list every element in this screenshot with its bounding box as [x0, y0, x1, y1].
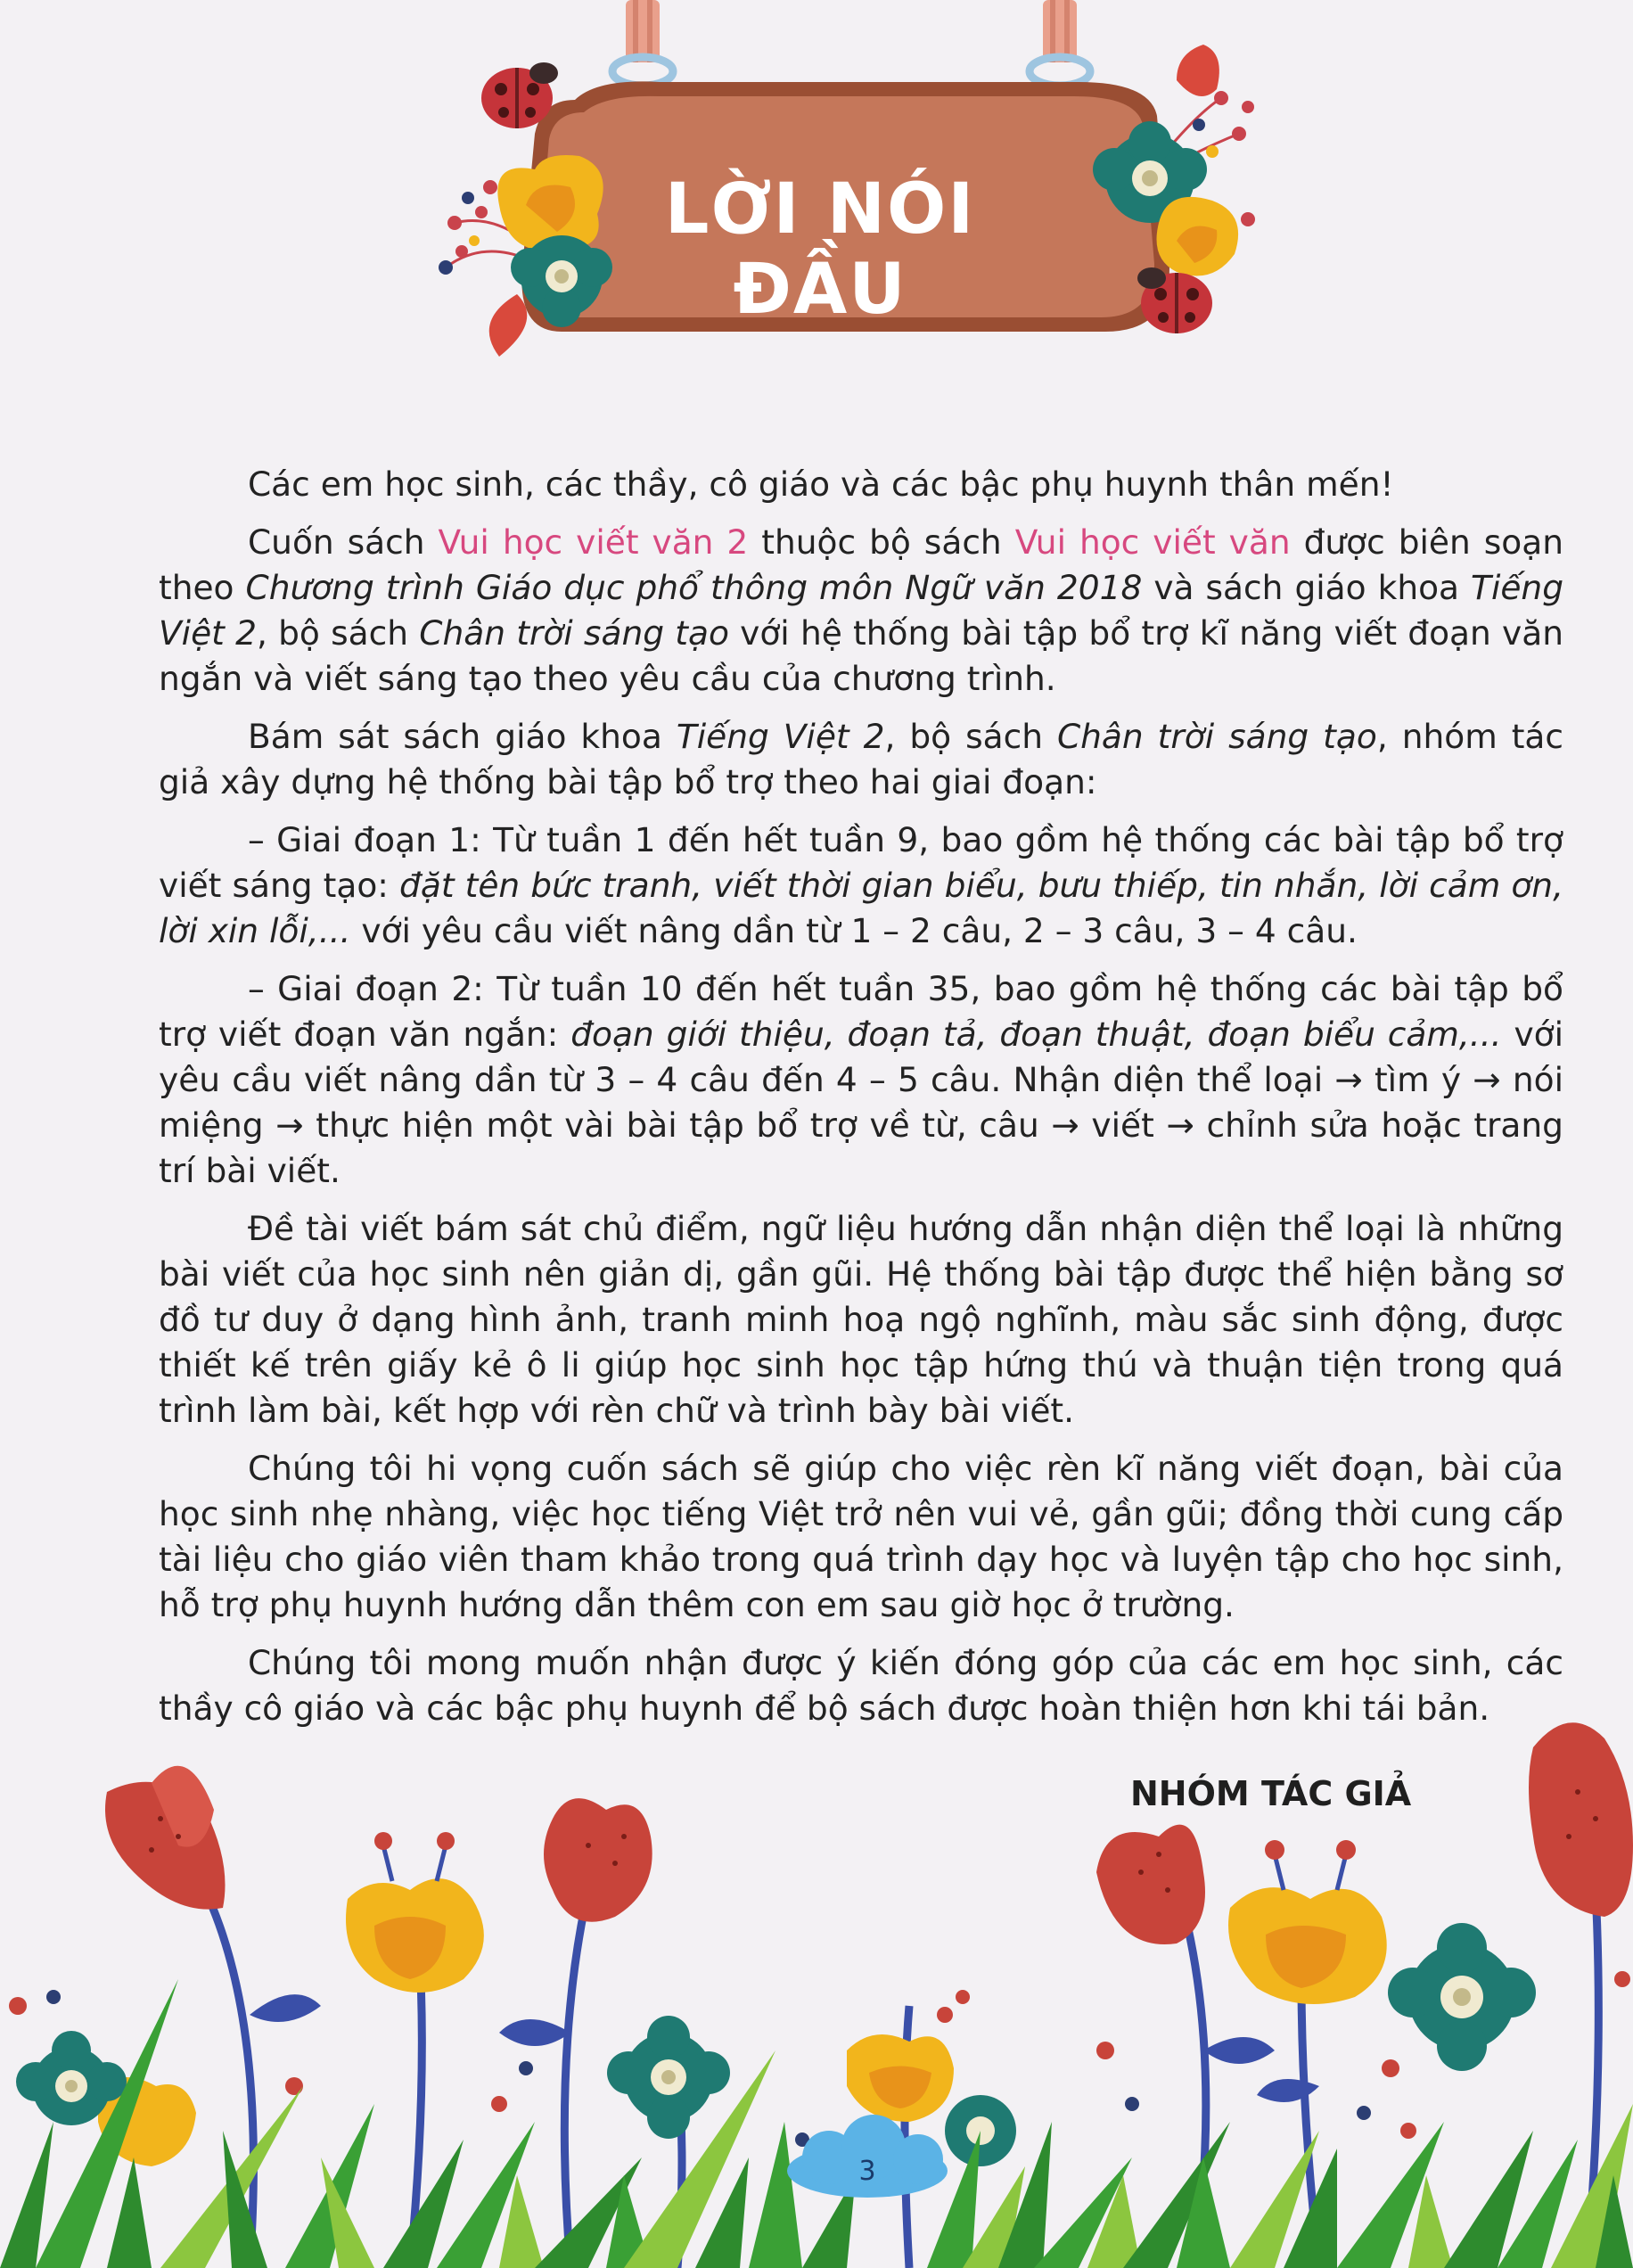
program-title-italic: Chương trình Giáo dục phổ thông môn Ngữ văn 2018 [245, 568, 1143, 607]
teal-flower-icon [1388, 1923, 1536, 2071]
text-span: , bộ sách [884, 717, 1057, 756]
author-signature: NHÓM TÁC GIẢ [1130, 1774, 1412, 1813]
text-span: với yêu cầu viết nâng dần từ 3 – 4 câu đến 4 – 5 câu. Nhận diện thể loại → tìm ý → nói miệng → thực hiện một vài bài tập bổ trợ về từ, câu → viết → chỉnh sửa hoặc trang trí bài viết. [159, 1015, 1564, 1190]
textbook-title-italic: Tiếng Việt 2 [676, 717, 885, 756]
ladybug-icon [1137, 267, 1212, 333]
yellow-flower-icon [1157, 197, 1239, 276]
tulip-icon [1096, 1825, 1205, 1944]
text-span: Cuốn sách [248, 522, 439, 562]
text-span: , nhóm tác giả xây dựng hệ thống bài tập bổ trợ theo hai giai đoạn: [159, 717, 1563, 801]
yellow-flower-icon [847, 2034, 954, 2122]
paragraph-hopes [159, 1446, 1563, 1628]
paragraph-phase-1 [159, 818, 1563, 954]
text-span: và sách giáo khoa [1142, 568, 1472, 607]
text-span: , bộ sách [256, 613, 420, 653]
text-span: – Giai đoạn 2: Từ tuần 10 đến hết tuần 35, bao gồm hệ thống các bài tập bổ trợ viết đoạn văn ngắn: [159, 969, 1563, 1054]
text-span: Chúng tôi hi vọng cuốn sách sẽ giúp cho việc rèn kĩ năng viết đoạn, bài của học sinh nhẹ nhàng, việc học tiếng Việt trở nên vui vẻ, gần gũi; đồng thời cung cấp tài liệu cho giáo viên tham khảo trong quá trình dạy học và luyện tập cho học sinh, hỗ trợ phụ huynh hướng dẫn thêm con em sau giờ học ở trường. [159, 1449, 1563, 1624]
text-span: Bám sát sách giáo khoa [248, 717, 677, 756]
text-span: Đề tài viết bám sát chủ điểm, ngữ liệu hướng dẫn nhận diện thể loại là những bài viết của học sinh nên giản dị, gần gũi. Hệ thống bài tập được thể hiện bằng sơ đồ tư duy ở dạng hình ảnh, tranh minh hoạ ngộ nghĩnh, màu sắc sinh động, được thiết kế trên giấy kẻ ô li giúp học sinh học tập hứng thú và thuận tiện trong quá trình làm bài, kết hợp với rèn chữ và trình bày bài viết. [159, 1209, 1563, 1430]
teal-flower-icon [607, 2016, 730, 2139]
series-name-italic: Chân trời sáng tạo [419, 613, 729, 653]
tulip-icon [1177, 45, 1219, 96]
yellow-flower-icon [1228, 1840, 1387, 2004]
book-title-highlight: Vui học viết văn 2 [438, 522, 749, 562]
page-title: LỜI NÓI ĐẦU [664, 169, 976, 330]
greeting-paragraph [159, 462, 1563, 507]
sign-straps [612, 0, 1090, 86]
page-number: 3 [858, 2156, 876, 2187]
yellow-flower-icon [346, 1832, 484, 1993]
text-span: được biên soạn theo [159, 522, 1563, 607]
tulip-icon [544, 1798, 652, 1922]
flower-garden-illustration [0, 1712, 1633, 2268]
tulip-icon [105, 1766, 226, 1910]
phase-2-topics-italic: đoạn giới thiệu, đoạn tả, đoạn thuật, đoạn biểu cảm,... [570, 1015, 1502, 1054]
paragraph-approach [159, 714, 1563, 805]
phase-1-topics-italic: đặt tên bức tranh, viết thời gian biểu, bưu thiếp, tin nhắn, lời cảm ơn, lời xin lỗi,... [159, 866, 1563, 950]
text-span: Chúng tôi mong muốn nhận được ý kiến đóng góp của các em học sinh, các thầy cô giáo và các bậc phụ huynh để bộ sách được hoàn thiện hơn khi tái bản. [159, 1643, 1563, 1728]
tulip-icon [1529, 1722, 1633, 1917]
series-name-italic: Chân trời sáng tạo [1056, 717, 1377, 756]
greeting-text: Các em học sinh, các thầy, cô giáo và các bậc phụ huynh thân mến! [248, 464, 1394, 504]
text-span: với yêu cầu viết nâng dần từ 1 – 2 câu, 2 – 3 câu, 3 – 4 câu. [350, 911, 1358, 950]
text-span: với hệ thống bài tập bổ trợ kĩ năng viết đoạn văn ngắn và viết sáng tạo theo yêu cầu của chương trình. [159, 613, 1563, 698]
red-leaf-icon [489, 294, 528, 357]
series-title-highlight: Vui học viết văn [1014, 522, 1291, 562]
text-span: thuộc bộ sách [748, 522, 1015, 562]
paragraph-topics [159, 1206, 1563, 1434]
paragraph-intro [159, 520, 1563, 702]
stem-leaves [250, 1994, 1319, 2102]
foreword-body [159, 462, 1563, 1744]
textbook-title-italic: Tiếng Việt 2 [159, 568, 1563, 653]
paragraph-phase-2 [159, 966, 1563, 1194]
text-span: – Giai đoạn 1: Từ tuần 1 đến hết tuần 9, bao gồm hệ thống các bài tập bổ trợ viết sáng tạo: [159, 820, 1563, 905]
